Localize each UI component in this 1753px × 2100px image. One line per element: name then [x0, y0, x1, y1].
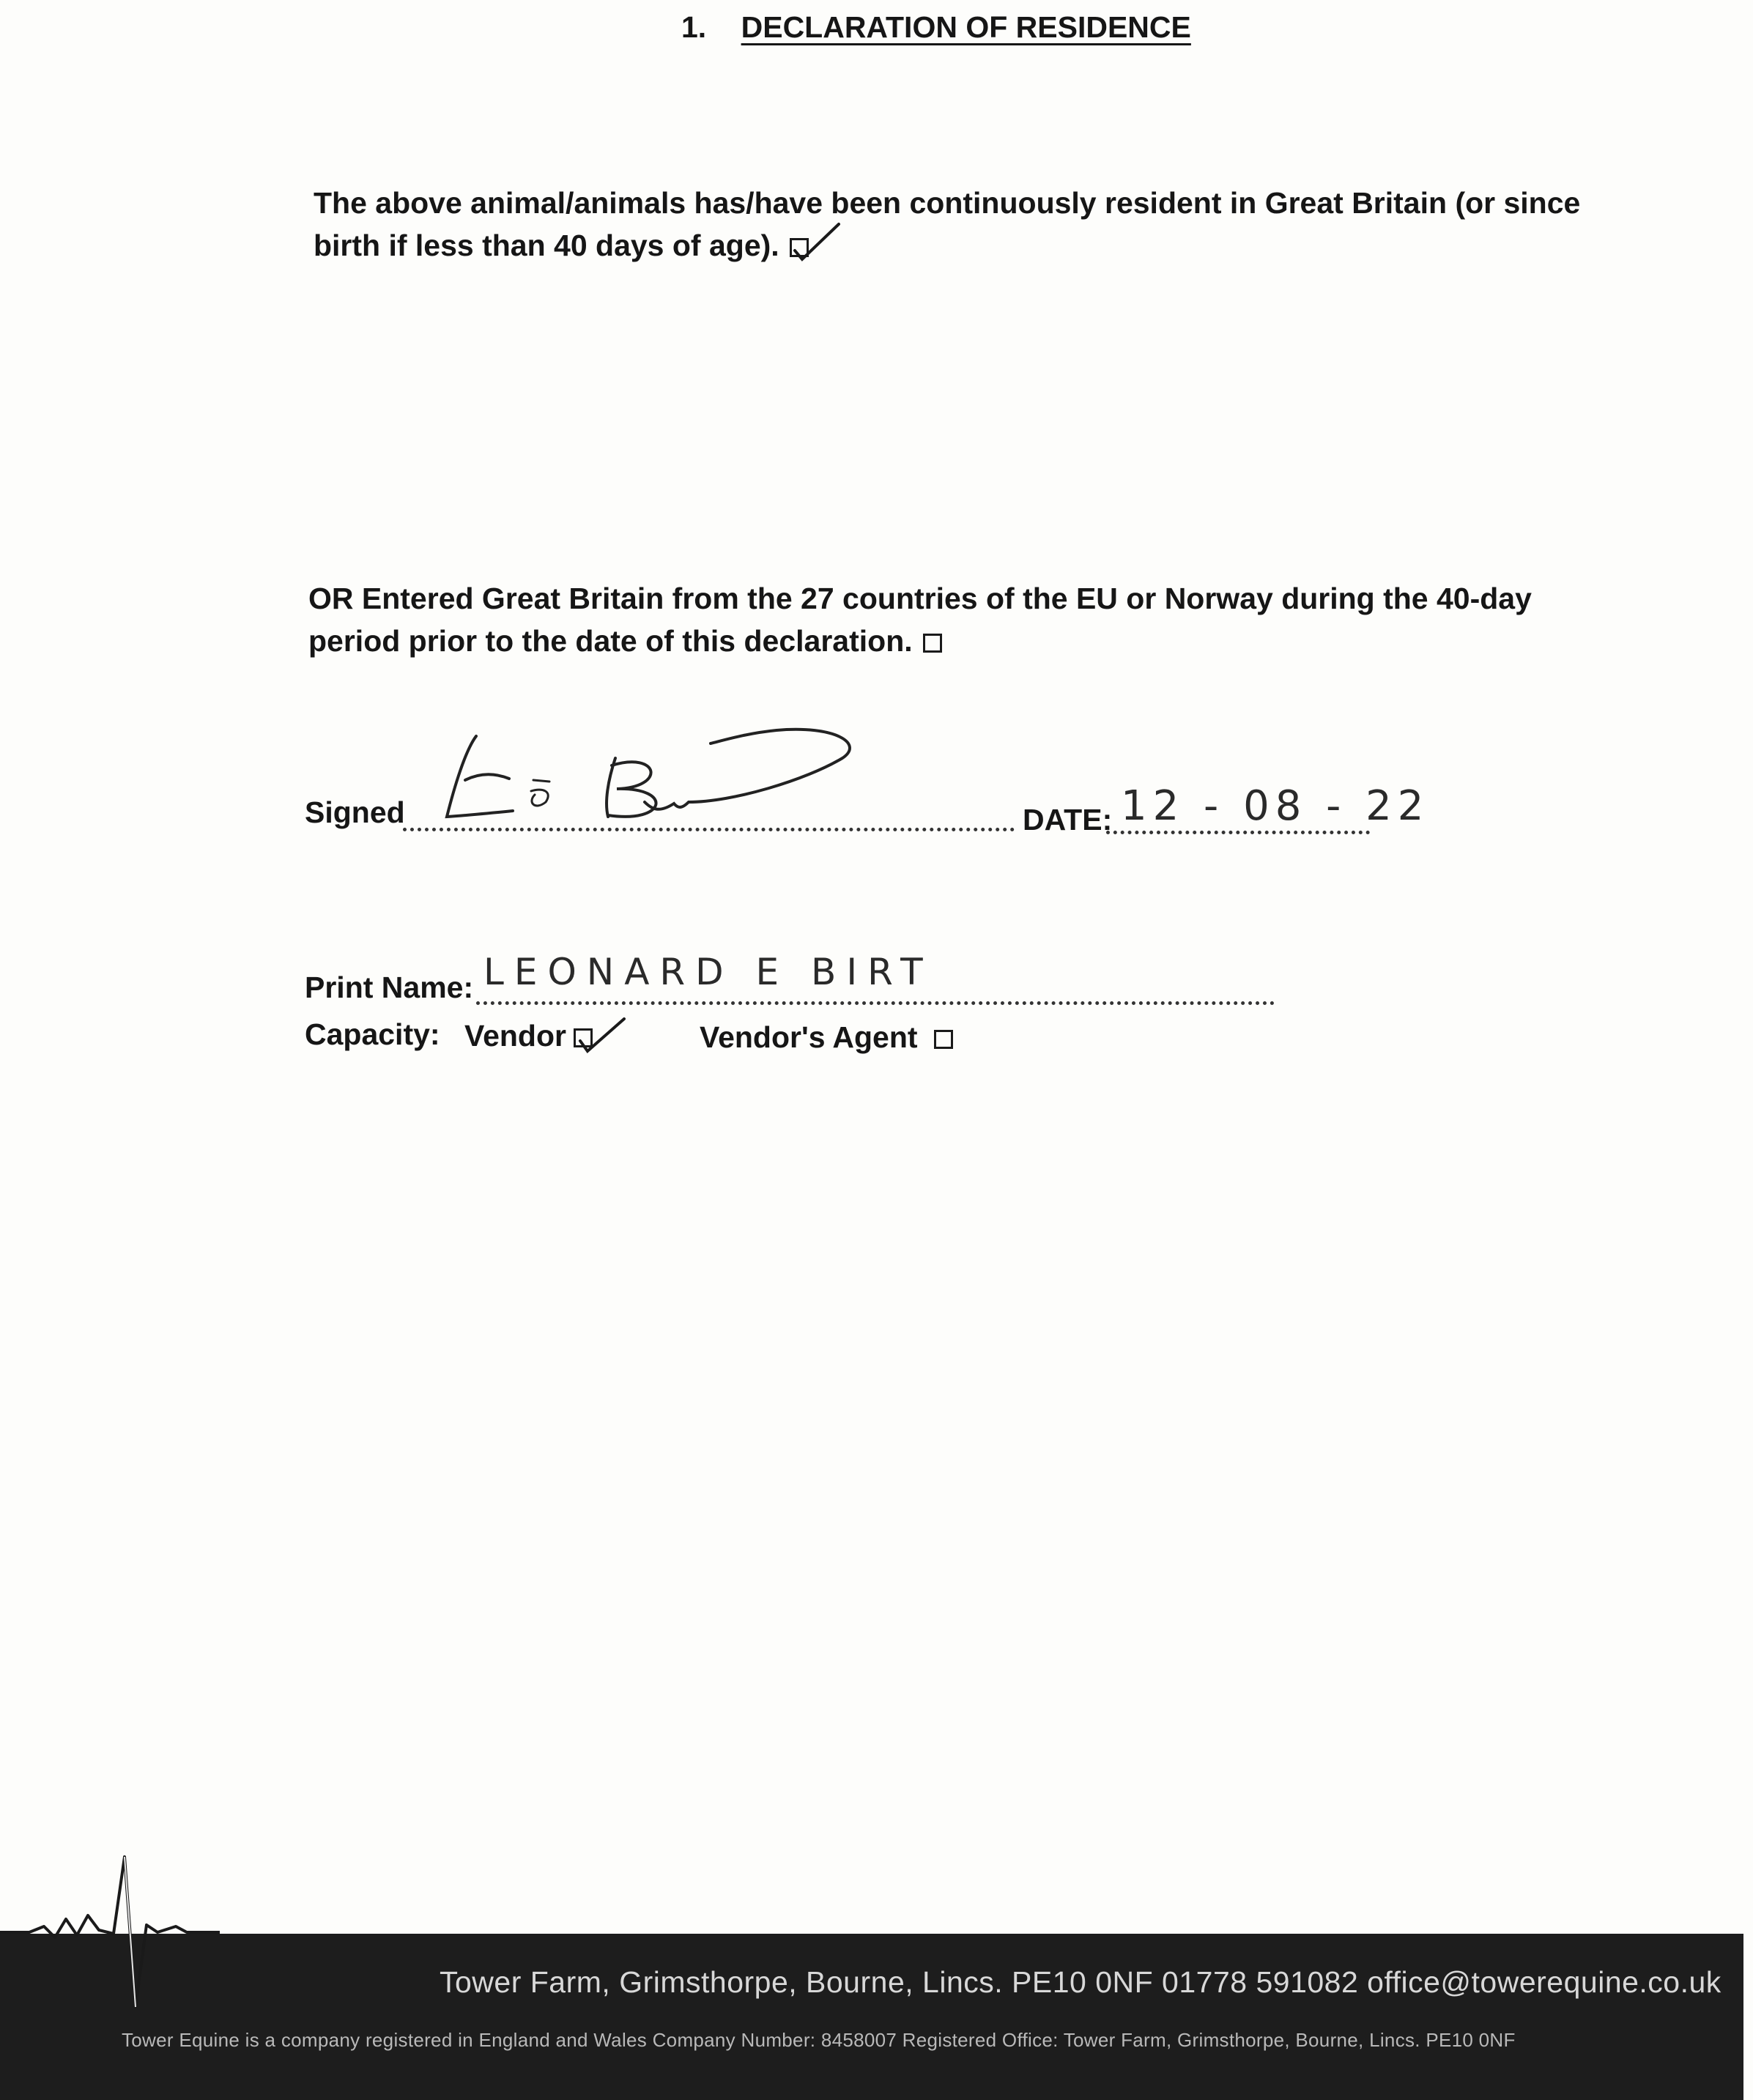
date-line — [1106, 831, 1370, 834]
signed-label: Signed — [305, 795, 405, 829]
date-label: DATE: — [1023, 803, 1113, 836]
section-title: DECLARATION OF RESIDENCE — [741, 10, 1191, 44]
footer-band — [0, 1934, 1743, 2100]
vendor-label: Vendor — [464, 1019, 566, 1053]
residence-statement-line2: birth if less than 40 days of age). — [314, 229, 779, 262]
residence-checkbox[interactable] — [790, 238, 809, 257]
checkmark-icon — [577, 1016, 629, 1060]
handwritten-signature — [425, 721, 864, 839]
heartbeat-logo-icon — [0, 1846, 220, 2022]
vendor-checkbox[interactable] — [574, 1028, 593, 1047]
residence-statement — [314, 182, 1580, 267]
print-name-value: LEONARD E BIRT — [483, 951, 933, 993]
vendors-agent-option — [700, 1020, 953, 1055]
vendors-agent-checkbox[interactable] — [934, 1030, 953, 1049]
footer-address: Tower Farm, Grimsthorpe, Bourne, Lincs. PE10 0NF 01778 591082 office@towerequine.co.uk — [440, 1965, 1722, 1999]
footer-registration: Tower Equine is a company registered in England and Wales Company Number: 8458007 Registered Office: Tower Farm, Grimsthorpe, Bourne, Lincs. PE10 0NF — [122, 2029, 1516, 2051]
checkmark-icon — [793, 221, 845, 265]
eu-entry-statement-line1: OR Entered Great Britain from the 27 countries of the EU or Norway during the 40-day — [308, 582, 1532, 615]
print-name-line — [476, 1001, 1275, 1005]
vendors-agent-label: Vendor's Agent — [700, 1020, 918, 1054]
capacity-label: Capacity: — [305, 1017, 440, 1051]
print-name-label: Print Name: — [305, 971, 474, 1004]
date-value: 12 - 08 - 22 — [1121, 782, 1430, 830]
section-number: 1. — [681, 10, 707, 44]
section-heading — [681, 10, 1191, 45]
eu-entry-statement — [308, 577, 1532, 662]
vendor-option — [464, 1019, 593, 1053]
eu-entry-statement-line2: period prior to the date of this declaration. — [308, 624, 913, 658]
residence-statement-line1: The above animal/animals has/have been continuously resident in Great Britain (or since — [314, 186, 1581, 220]
eu-entry-checkbox[interactable] — [923, 634, 942, 653]
